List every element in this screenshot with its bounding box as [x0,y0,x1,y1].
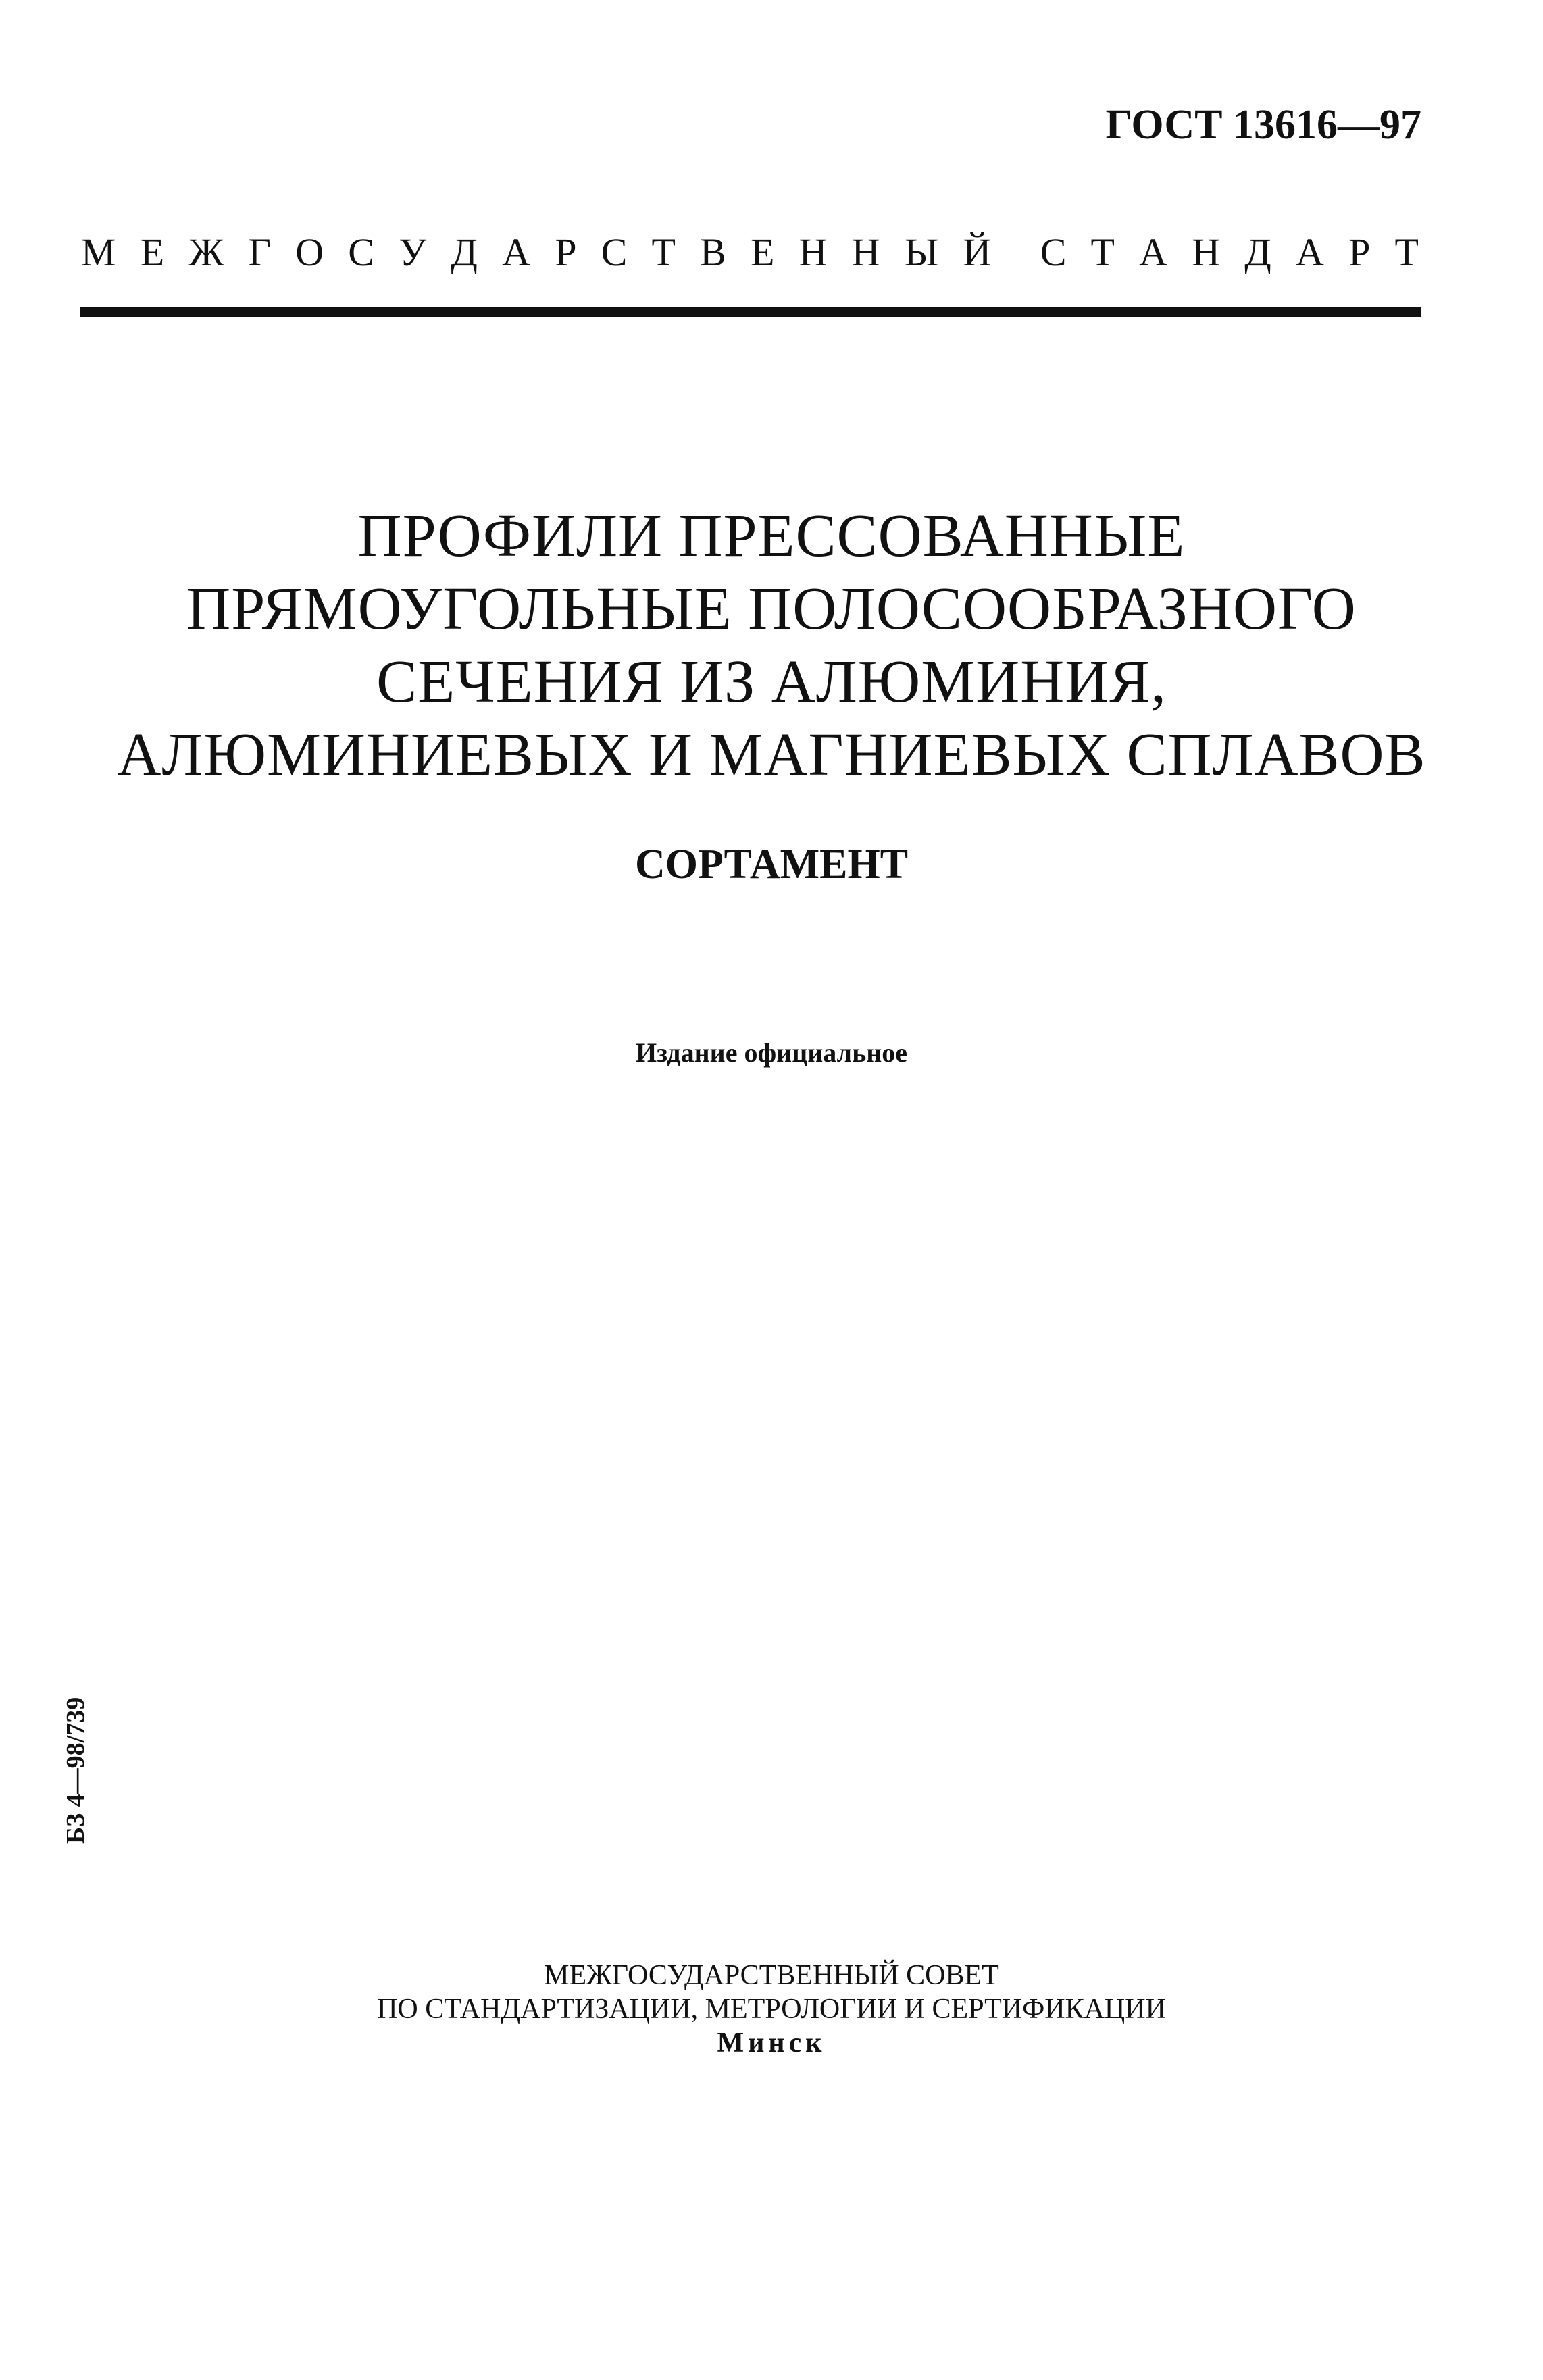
title-line: АЛЮМИНИЕВЫХ И МАГНИЕВЫХ СПЛАВОВ [117,721,1426,788]
letter: Т [651,230,676,274]
letter: Е [140,230,165,274]
letter: Н [799,230,828,274]
title-line: ПРЯМОУГОЛЬНЫЕ ПОЛОСООБРАЗНОГО [186,575,1357,642]
letter: А [1139,230,1168,274]
letter: А [502,230,531,274]
letter: Н [1192,230,1221,274]
letter: Е [750,230,775,274]
letter: Г [248,230,272,274]
letter: М [81,230,116,274]
letter: Д [1244,230,1271,274]
letter: Т [1394,230,1419,274]
letter: С [601,230,628,274]
document-subtitle: СОРТАМЕНТ [634,842,909,887]
publisher-city: Минск [717,2027,826,2059]
letter: С [1040,230,1067,274]
letter: О [295,230,324,274]
publisher-line: МЕЖГОСУДАРСТВЕННЫЙ СОВЕТ [544,1960,999,1991]
document-code: ГОСТ 13616—97 [1105,102,1421,148]
letter: Т [1090,230,1115,274]
side-registration-code: БЗ 4—98/739 [61,1697,90,1844]
letter: Д [451,230,478,274]
header-rule [80,307,1421,317]
letter: Н [851,230,880,274]
letter: У [399,230,427,274]
document-title [0,500,1543,792]
letter: Р [555,230,577,274]
edition-note: Издание официальное [635,1037,908,1068]
letter: В [700,230,726,274]
letter: А [1296,230,1324,274]
title-line: СЕЧЕНИЯ ИЗ АЛЮМИНИЯ, [376,648,1167,715]
title-line: ПРОФИЛИ ПРЕССОВАННЫЕ [357,502,1186,569]
standard-type-heading [81,230,1419,275]
letter: Ы [904,230,939,274]
letter: С [348,230,374,274]
letter: Й [963,230,992,274]
publisher-line: ПО СТАНДАРТИЗАЦИИ, МЕТРОЛОГИИ И СЕРТИФИКАЦИИ [377,1994,1166,2025]
letter: Ж [188,230,224,274]
publisher-block [0,1959,1543,2060]
letter: Р [1348,230,1371,274]
